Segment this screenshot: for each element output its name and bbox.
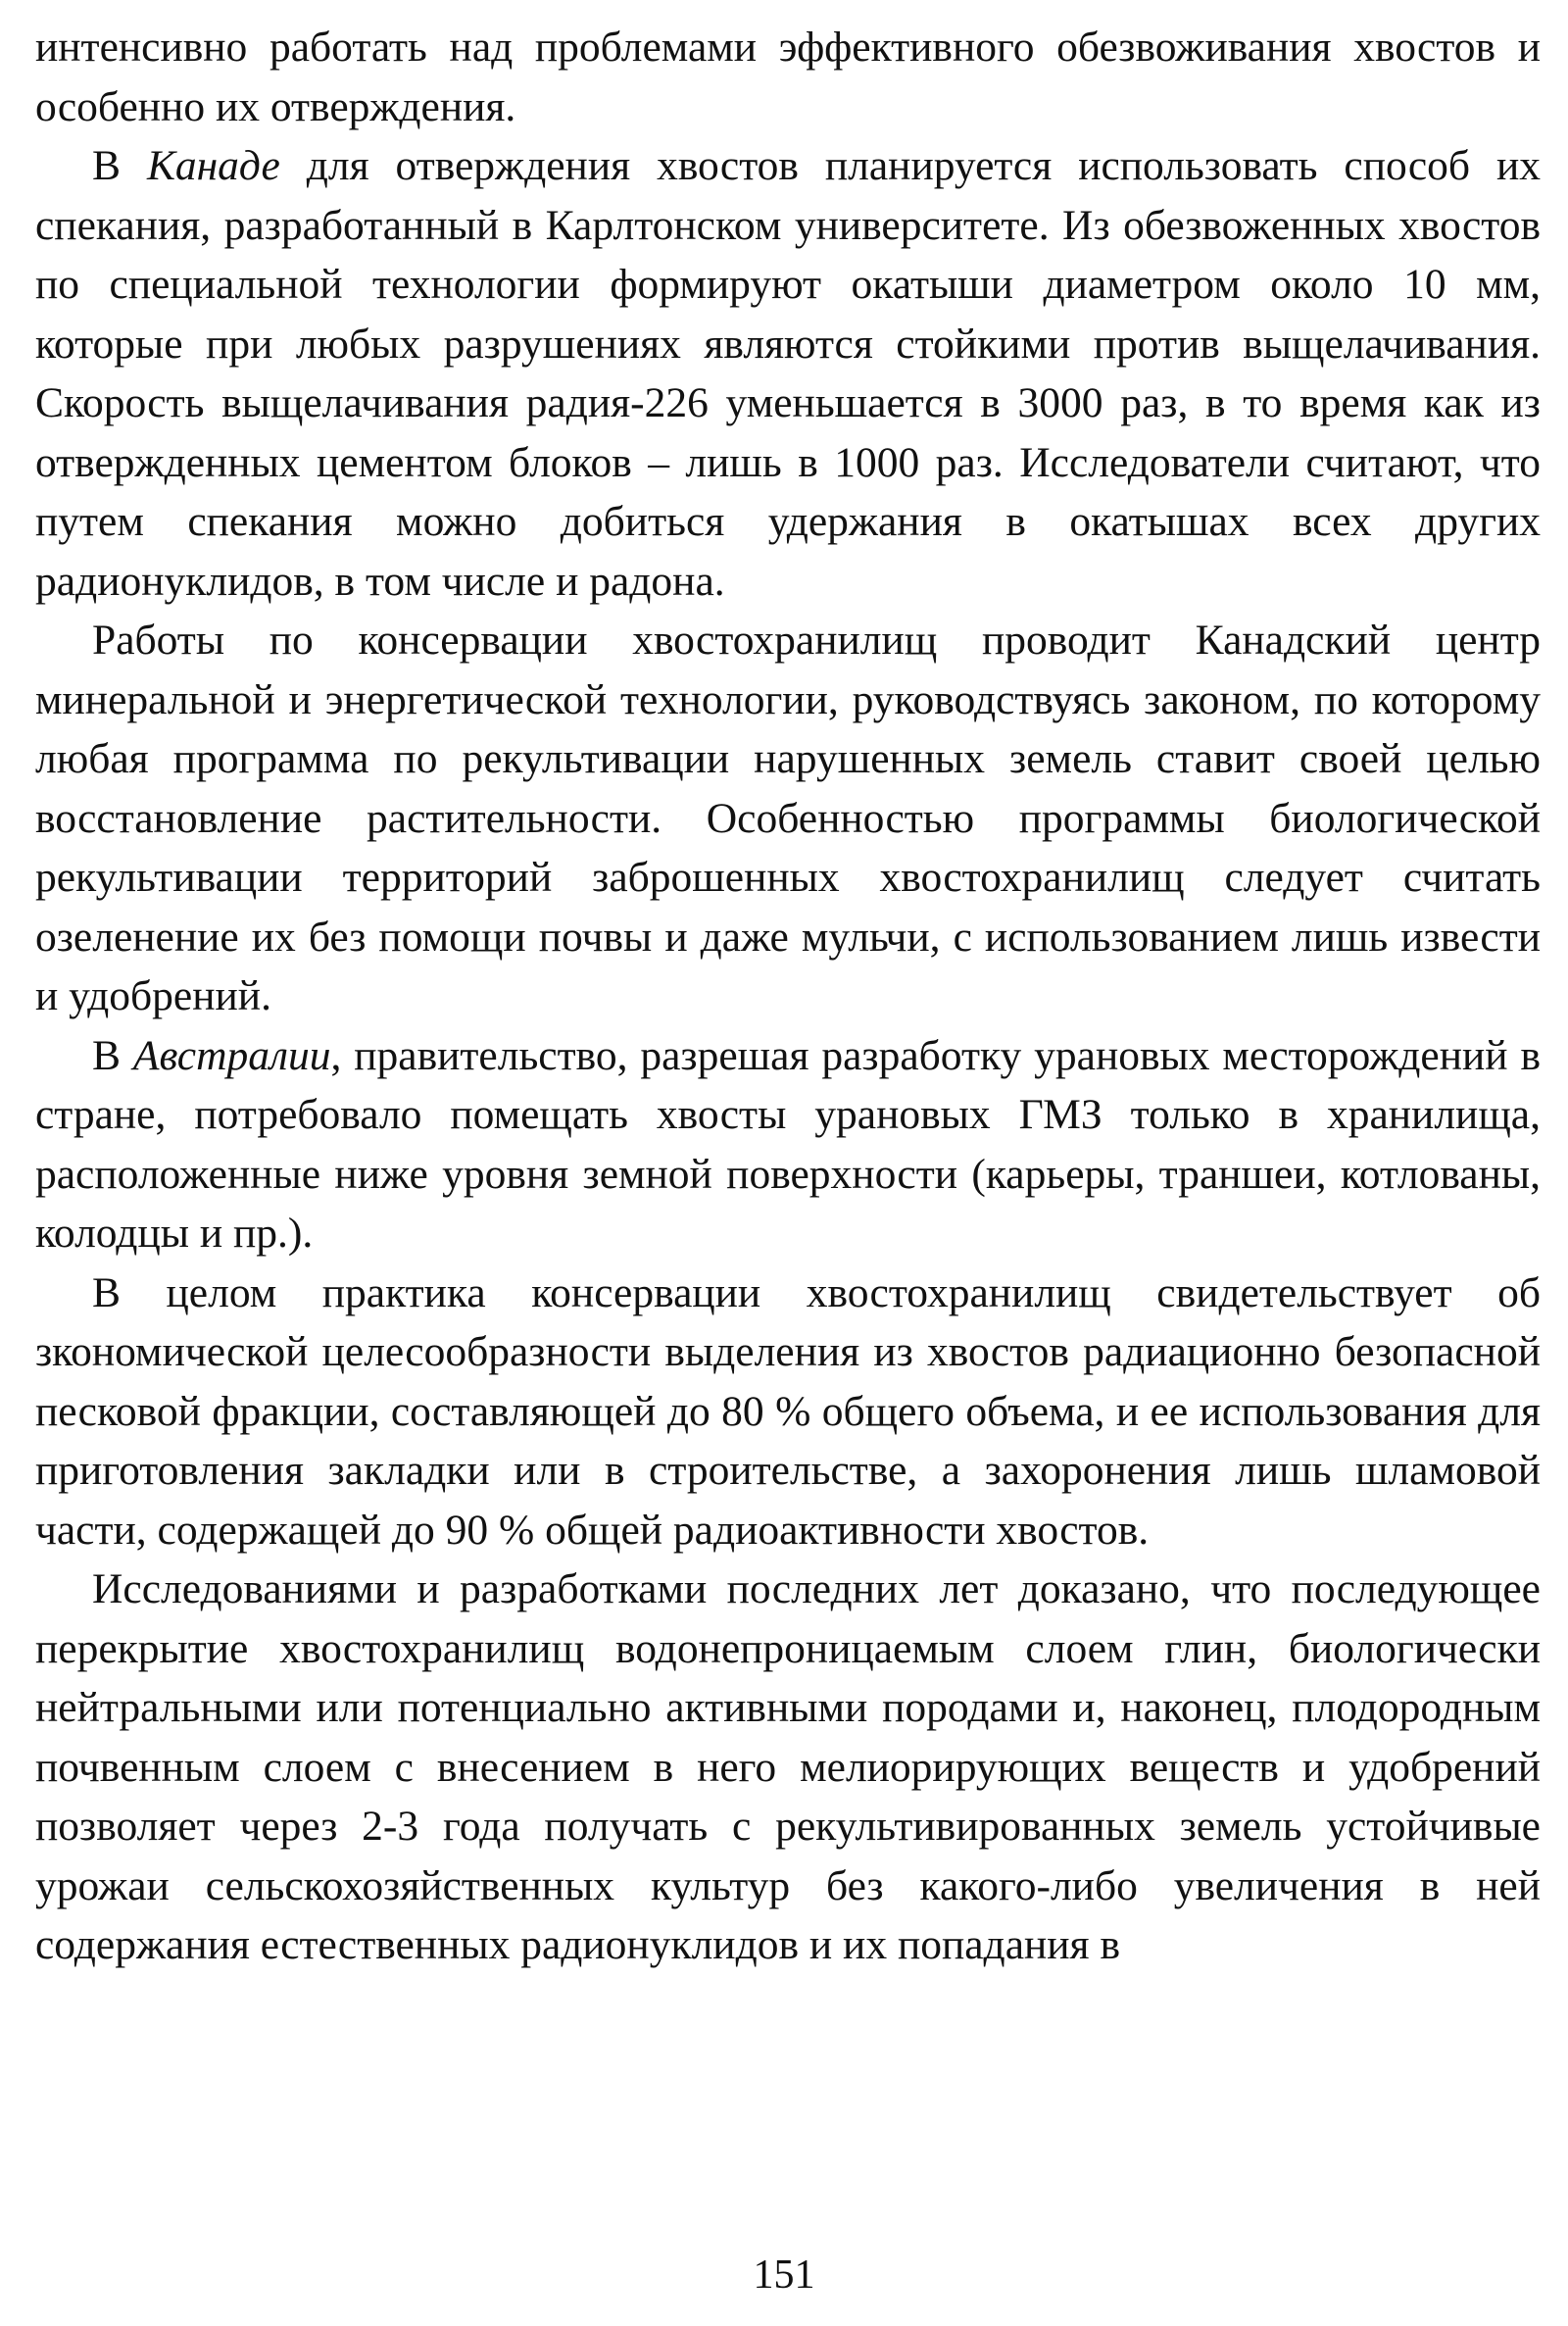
paragraph — [35, 1263, 1541, 1560]
page-number: 151 — [753, 2252, 815, 2298]
paragraph — [35, 1026, 1541, 1263]
text-run: В целом практика консервации хвостохранилищ свидетельствует об зкономической целесообразности выделения из хвостов радиационно безопасной песковой фракции, составляющей до 80 % общего объема, и ее использования для приготовления закладки или в строительстве, а захоронения лишь шламовой части, содержащей до 90 % общей радиоактивности хвостов. — [35, 1268, 1541, 1554]
paragraph — [35, 611, 1541, 1026]
text-run: В — [92, 142, 147, 189]
paragraph — [35, 18, 1541, 136]
text-run: В — [92, 1031, 133, 1079]
paragraph — [35, 1559, 1541, 1975]
body-text — [35, 18, 1541, 1975]
text-run: , правительство, разрешая разработку урановых месторождений в стране, потребовало помещать хвосты урановых ГМЗ только в хранилища, расположенные ниже уровня земной поверхности (карьеры, траншеи, котлованы, колодцы и пр.). — [35, 1031, 1541, 1257]
paragraph — [35, 136, 1541, 611]
text-run: интенсивно работать над проблемами эффективного обезвоживания хвостов и особенно их отверждения. — [35, 24, 1541, 130]
italic-country-name: Австралии — [132, 1031, 331, 1079]
text-run: для отверждения хвостов планируется использовать способ их спекания, разработанный в Карлтонском университете. Из обезвоженных хвостов по специальной технологии формируют окатыши диаметром около 10 мм, которые при любых разрушениях являются стойкими против выщелачивания. Скорость выщелачивания радия-226 уменьшается в 3000 раз, в то время как из отвержденных цементом блоков – лишь в 1000 раз. Исследователи считают, что путем спекания можно добиться удержания в окатышах всех других радионуклидов, в том числе и радона. — [35, 142, 1541, 605]
text-run: Работы по консервации хвостохранилищ проводит Канадский центр минеральной и энергетической технологии, руководствуясь законом, по которому любая программа по рекультивации нарушенных земель ставит своей целью восстановление растительности. Особенностью программы биологической рекультивации территорий заброшенных хвостохранилищ следует считать озеленение их без помощи почвы и даже мульчи, с использованием лишь извести и удобрений. — [35, 617, 1541, 1019]
italic-country-name: Канаде — [146, 142, 280, 189]
text-run: Исследованиями и разработками последних лет доказано, что последующее перекрытие хвостохранилищ водонепроницаемым слоем глин, биологически нейтральными или потенциально активными породами и, наконец, плодородным почвенным слоем с внесением в него мелиорирующих веществ и удобрений позволяет через 2-3 года получать с рекультивированных земель устойчивые урожаи сельскохозяйственных культур без какого-либо увеличения в ней содержания естественных радионуклидов и их попадания в — [35, 1565, 1541, 1968]
document-page — [35, 18, 1541, 2233]
